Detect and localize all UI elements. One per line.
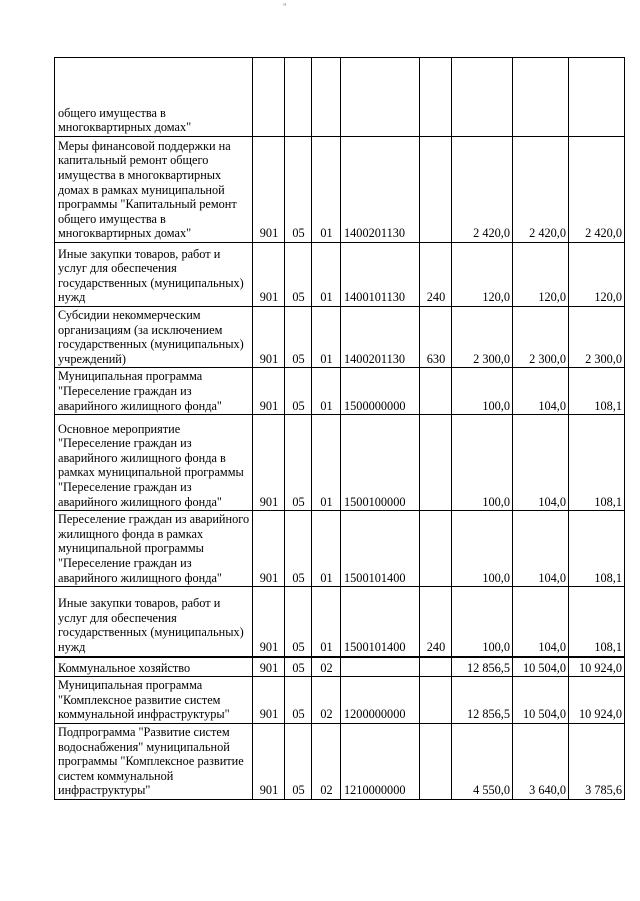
row-section-code: 05	[285, 368, 312, 415]
row-amount-year1: 120,0	[452, 243, 513, 307]
table-row	[55, 657, 625, 677]
row-section-code: 05	[285, 677, 312, 724]
row-amount-year2	[513, 58, 569, 137]
row-section-code: 05	[285, 307, 312, 368]
table-row	[55, 58, 625, 137]
row-target-article: 1200000000	[341, 677, 420, 724]
row-target-article	[341, 657, 420, 677]
budget-table	[54, 57, 625, 800]
row-target-article: 1400201130	[341, 307, 420, 368]
row-amount-year2: 120,0	[513, 243, 569, 307]
row-expense-type	[420, 511, 452, 587]
row-amount-year1: 2 300,0	[452, 307, 513, 368]
row-subsection-code: 01	[312, 368, 341, 415]
row-expense-type	[420, 657, 452, 677]
row-section-code: 05	[285, 415, 312, 511]
row-target-article: 1500101400	[341, 587, 420, 657]
row-name: Субсидии некоммерческим организациям (за исключением государственных (муниципальных) учреждений)	[55, 307, 253, 368]
row-target-article	[341, 58, 420, 137]
row-amount-year1: 100,0	[452, 511, 513, 587]
row-amount-year3: 108,1	[569, 415, 625, 511]
row-amount-year1: 12 856,5	[452, 657, 513, 677]
table-row	[55, 587, 625, 657]
row-amount-year2: 104,0	[513, 368, 569, 415]
row-name: Муниципальная программа "Переселение граждан из аварийного жилищного фонда"	[55, 368, 253, 415]
row-target-article: 1210000000	[341, 723, 420, 799]
row-subsection-code: 01	[312, 511, 341, 587]
row-amount-year3: 3 785,6	[569, 723, 625, 799]
row-subsection-code: 01	[312, 137, 341, 243]
row-amount-year3: 108,1	[569, 587, 625, 657]
row-ved-code: 901	[253, 137, 285, 243]
row-expense-type	[420, 368, 452, 415]
row-amount-year1	[452, 58, 513, 137]
row-amount-year1: 100,0	[452, 415, 513, 511]
row-amount-year3: 10 924,0	[569, 657, 625, 677]
row-expense-type	[420, 677, 452, 724]
table-row	[55, 415, 625, 511]
row-section-code: 05	[285, 657, 312, 677]
row-target-article: 1500101400	[341, 511, 420, 587]
row-amount-year2: 3 640,0	[513, 723, 569, 799]
row-subsection-code: 01	[312, 307, 341, 368]
row-target-article: 1500100000	[341, 415, 420, 511]
row-amount-year2: 2 300,0	[513, 307, 569, 368]
scan-mark: "	[283, 2, 287, 12]
row-amount-year2: 104,0	[513, 415, 569, 511]
row-amount-year2: 2 420,0	[513, 137, 569, 243]
row-expense-type	[420, 137, 452, 243]
row-section-code	[285, 58, 312, 137]
table-row	[55, 243, 625, 307]
row-name: Меры финансовой поддержки на капитальный ремонт общего имущества в многоквартирных домах в рамках муниципальной программы "Капитальный ремонт общего имущества в многоквартирных домах"	[55, 137, 253, 243]
row-amount-year3: 10 924,0	[569, 677, 625, 724]
row-amount-year2: 104,0	[513, 511, 569, 587]
row-amount-year3: 2 420,0	[569, 137, 625, 243]
row-subsection-code: 01	[312, 587, 341, 657]
table-row	[55, 677, 625, 724]
row-amount-year1: 2 420,0	[452, 137, 513, 243]
row-amount-year2: 10 504,0	[513, 677, 569, 724]
row-ved-code: 901	[253, 677, 285, 724]
row-amount-year3: 120,0	[569, 243, 625, 307]
row-subsection-code: 02	[312, 677, 341, 724]
row-expense-type	[420, 58, 452, 137]
row-name: Основное мероприятие "Переселение граждан из аварийного жилищного фонда в рамках муниципальной программы "Переселение граждан из аварийного жилищного фонда"	[55, 415, 253, 511]
row-name: Подпрограмма "Развитие систем водоснабжения" муниципальной программы "Комплексное развитие систем коммунальной инфраструктуры"	[55, 723, 253, 799]
row-expense-type: 240	[420, 243, 452, 307]
row-target-article: 1400101130	[341, 243, 420, 307]
row-name: Переселение граждан из аварийного жилищного фонда в рамках муниципальной программы "Переселение граждан из аварийного жилищного фонда"	[55, 511, 253, 587]
row-name: Иные закупки товаров, работ и услуг для обеспечения государственных (муниципальных) нужд	[55, 587, 253, 657]
row-amount-year2: 10 504,0	[513, 657, 569, 677]
row-name: Коммунальное хозяйство	[55, 657, 253, 677]
row-expense-type	[420, 723, 452, 799]
row-section-code: 05	[285, 723, 312, 799]
row-section-code: 05	[285, 137, 312, 243]
row-subsection-code	[312, 58, 341, 137]
row-section-code: 05	[285, 243, 312, 307]
row-target-article: 1400201130	[341, 137, 420, 243]
row-ved-code: 901	[253, 368, 285, 415]
row-subsection-code: 02	[312, 657, 341, 677]
table-row	[55, 307, 625, 368]
row-expense-type: 630	[420, 307, 452, 368]
row-name: Муниципальная программа "Комплексное развитие систем коммунальной инфраструктуры"	[55, 677, 253, 724]
row-name: Иные закупки товаров, работ и услуг для обеспечения государственных (муниципальных) нужд	[55, 243, 253, 307]
row-amount-year3: 108,1	[569, 368, 625, 415]
row-amount-year3	[569, 58, 625, 137]
row-ved-code: 901	[253, 243, 285, 307]
row-ved-code: 901	[253, 307, 285, 368]
row-section-code: 05	[285, 511, 312, 587]
row-subsection-code: 01	[312, 415, 341, 511]
table-row	[55, 723, 625, 799]
row-ved-code	[253, 58, 285, 137]
row-amount-year3: 108,1	[569, 511, 625, 587]
row-ved-code: 901	[253, 415, 285, 511]
row-amount-year1: 100,0	[452, 587, 513, 657]
row-expense-type: 240	[420, 587, 452, 657]
table-body	[55, 58, 625, 800]
row-ved-code: 901	[253, 511, 285, 587]
row-amount-year1: 12 856,5	[452, 677, 513, 724]
row-subsection-code: 01	[312, 243, 341, 307]
row-name: общего имущества в многоквартирных домах"	[55, 58, 253, 137]
row-target-article: 1500000000	[341, 368, 420, 415]
table-row	[55, 137, 625, 243]
row-amount-year1: 100,0	[452, 368, 513, 415]
row-expense-type	[420, 415, 452, 511]
row-ved-code: 901	[253, 723, 285, 799]
row-ved-code: 901	[253, 587, 285, 657]
row-section-code: 05	[285, 587, 312, 657]
row-ved-code: 901	[253, 657, 285, 677]
row-amount-year3: 2 300,0	[569, 307, 625, 368]
row-amount-year1: 4 550,0	[452, 723, 513, 799]
row-subsection-code: 02	[312, 723, 341, 799]
table-row	[55, 368, 625, 415]
table-row	[55, 511, 625, 587]
row-amount-year2: 104,0	[513, 587, 569, 657]
